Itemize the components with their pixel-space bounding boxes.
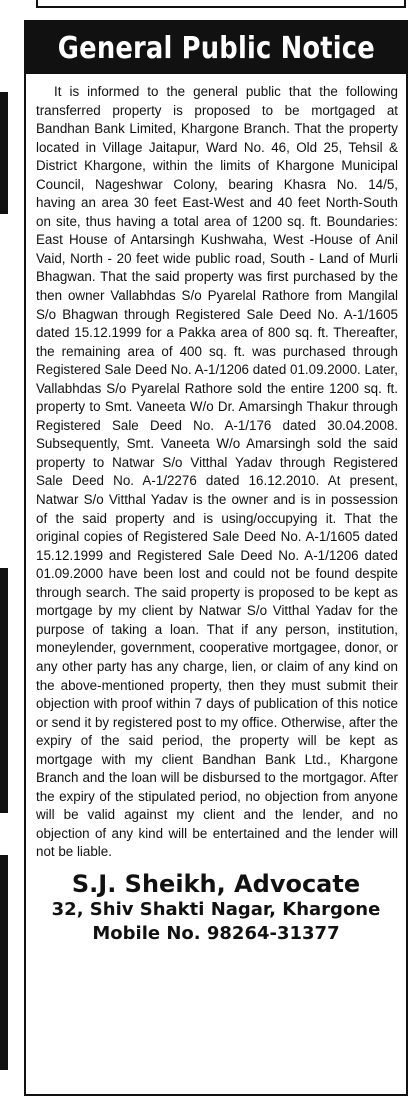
notice-body: It is informed to the general public that the following transferred property is proposed to be mortgaged at Bandhan Bank Limited, Khargone Branch. That the property located in Village Jaitapur, Ward No. 46, Old 25, Tehsil & District Khargone, within the limits of Khargone Municipal Council, Nageshwar Colony, bearing Khasra No. 14/5, having an area 30 feet East-West and 40 feet North-South on site, thus having a total area of 1200 sq. ft. Boundaries: East House of Antarsingh Kushwaha, West -House of Anil Vaid, North - 20 feet wide public road, South - Land of Murli Bhagwan. That the said property was first purchased by the then owner Vallabhdas S/o Pyarelal Rathore from Mangilal S/o Bhagwan through Registered Sale Deed No. A-1/1605 dated 15.12.1999 for a Pakka area of 800 sq. ft. Thereafter, the remaining area of 400 sq. ft. was purchased through Registered Sale Deed No. A-1/1206 dated 01.09.2000. Later, Vallabhdas S/o Pyarelal Rathore sold the entire 1200 sq. ft. property to Smt. Vaneeta W/o Dr. Amarsingh Thakur through Registered Sale Deed No. A-1/176 dated 30.04.2008. Subsequently, Smt. Vaneeta W/o Amarsingh sold the said property to Natwar S/o Vitthal Yadav through Registered Sale Deed No. A-1/2276 dated 16.12.2010. At present, Natwar S/o Vitthal Yadav is the owner and is in possession of the said property and is using/occupying it. That the original copies of Registered Sale Deed No. A-1/1605 dated 15.12.1999 and Registered Sale Deed No. A-1/1206 dated 01.09.2000 have been lost and could not be found despite through search. The said property is proposed to be kept as mortgage by my client by Natwar S/o Vitthal Yadav for the purpose of taking a loan. That if any person, institution, moneylender, government, cooperative mortgagee, donor, or any other party has any charge, lien, or claim of any kind on the above-mentioned property, then they must submit their objection with proof within 7 days of publication of this notice or send it by registered post to my office. Otherwise, after the expiry of the said period, the property will be kept as mortgage with my client Bandhan Bank Ltd., Khargone Branch and the loan will be disbursed to the mortgagor. After the expiry of the stipulated period, no objection from anyone will be valid against my client and the lender, and no objection of any kind will be entertained and the lender will not be liable. bbox=[36, 84, 398, 860]
adjacent-column-rule bbox=[0, 855, 8, 1070]
notice-header bbox=[26, 22, 406, 74]
adjacent-ad-border bbox=[36, 0, 406, 8]
advocate-name: S.J. Sheikh, Advocate bbox=[71, 869, 361, 898]
advocate-address: 32, Shiv Shakti Nagar, Khargone bbox=[51, 898, 381, 920]
public-notice bbox=[24, 20, 408, 1096]
adjacent-column-rule bbox=[0, 568, 8, 813]
adjacent-column-rule bbox=[0, 92, 8, 214]
notice-title: General Public Notice bbox=[57, 30, 375, 66]
advocate-mobile: Mobile No. 98264-31377 bbox=[92, 922, 340, 944]
signature-block bbox=[26, 870, 406, 946]
